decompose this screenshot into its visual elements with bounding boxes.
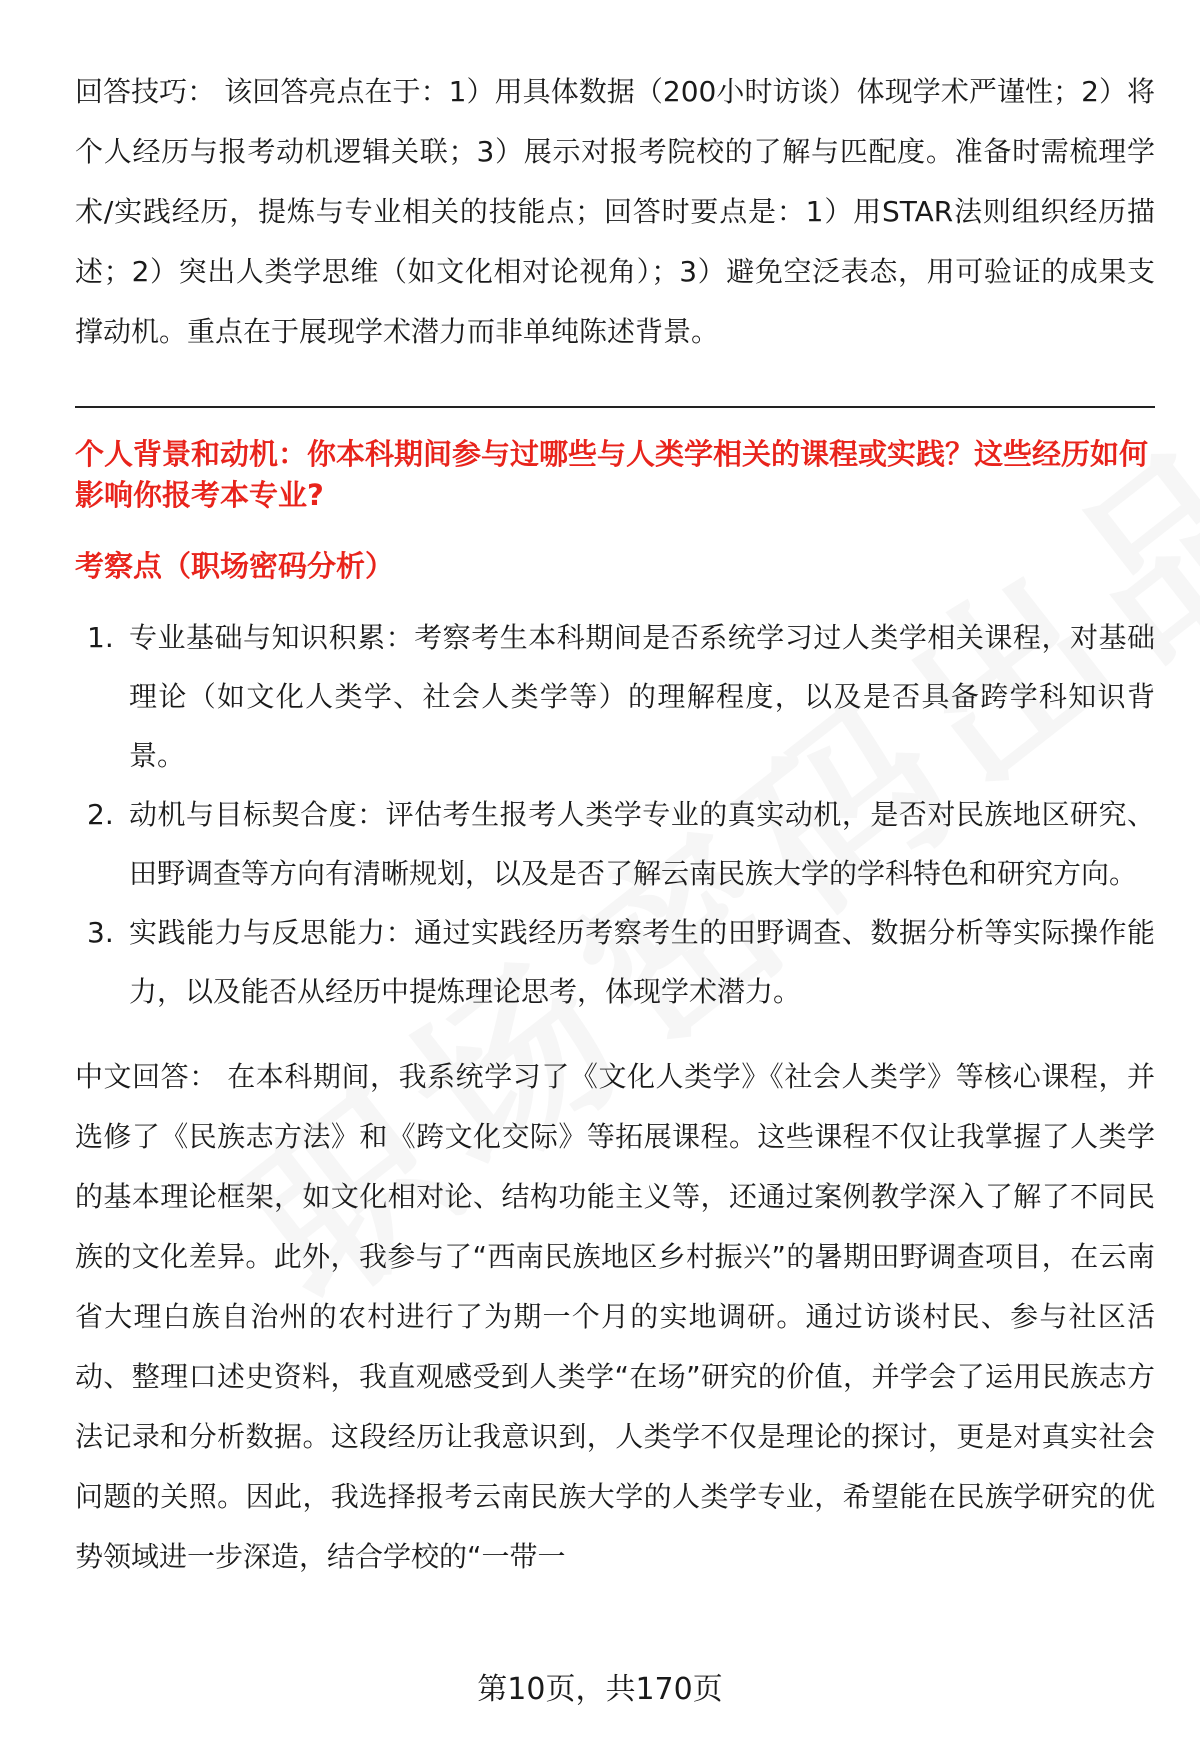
list-item-number: 1. xyxy=(87,621,114,654)
list-item xyxy=(75,903,1155,1021)
list-item xyxy=(75,785,1155,903)
document-page xyxy=(75,62,1155,1587)
list-item-text: 实践能力与反思能力：通过实践经历考察考生的田野调查、数据分析等实际操作能力，以及能否从经历中提炼理论思考，体现学术潜力。 xyxy=(129,916,1155,1008)
chinese-answer-paragraph: 中文回答： 在本科期间，我系统学习了《文化人类学》《社会人类学》等核心课程，并选修了《民族志方法》和《跨文化交际》等拓展课程。这些课程不仅让我掌握了人类学的基本理论框架，如文化相对论、结构功能主义等，还通过案例教学深入了解了不同民族的文化差异。此外，我参与了“西南民族地区乡村振兴”的暑期田野调查项目，在云南省大理白族自治州的农村进行了为期一个月的实地调研。通过访谈村民、参与社区活动、整理口述史资料，我直观感受到人类学“在场”研究的价值，并学会了运用民族志方法记录和分析数据。这段经历让我意识到，人类学不仅是理论的探讨，更是对真实社会问题的关照。因此，我选择报考云南民族大学的人类学专业，希望能在民族学研究的优势领域进一步深造，结合学校的“一带一 xyxy=(75,1060,1155,1573)
list-item-text: 专业基础与知识积累：考察考生本科期间是否系统学习过人类学相关课程，对基础理论（如文化人类学、社会人类学等）的理解程度，以及是否具备跨学科知识背景。 xyxy=(129,621,1155,772)
exam-points-list xyxy=(75,608,1155,1021)
exam-points-heading: 考察点（职场密码分析） xyxy=(75,549,395,583)
list-item-number: 2. xyxy=(87,798,114,831)
question-heading: 个人背景和动机：你本科期间参与过哪些与人类学相关的课程或实践？这些经历如何影响你报考本专业? xyxy=(75,437,1149,512)
list-item-number: 3. xyxy=(87,916,114,949)
answer-tips-paragraph: 回答技巧： 该回答亮点在于：1）用具体数据（200小时访谈）体现学术严谨性；2）将个人经历与报考动机逻辑关联；3）展示对报考院校的了解与匹配度。准备时需梳理学术/实践经历，提炼与专业相关的技能点；回答时要点是：1）用STAR法则组织经历描述；2）突出人类学思维（如文化相对论视角）；3）避免空泛表态，用可验证的成果支撑动机。重点在于展现学术潜力而非单纯陈述背景。 xyxy=(75,75,1155,348)
page-number-footer: 第10页，共170页 xyxy=(477,1672,723,1707)
list-item-text: 动机与目标契合度：评估考生报考人类学专业的真实动机，是否对民族地区研究、田野调查等方向有清晰规划，以及是否了解云南民族大学的学科特色和研究方向。 xyxy=(129,798,1155,890)
section-divider xyxy=(75,406,1155,408)
list-item xyxy=(75,608,1155,785)
